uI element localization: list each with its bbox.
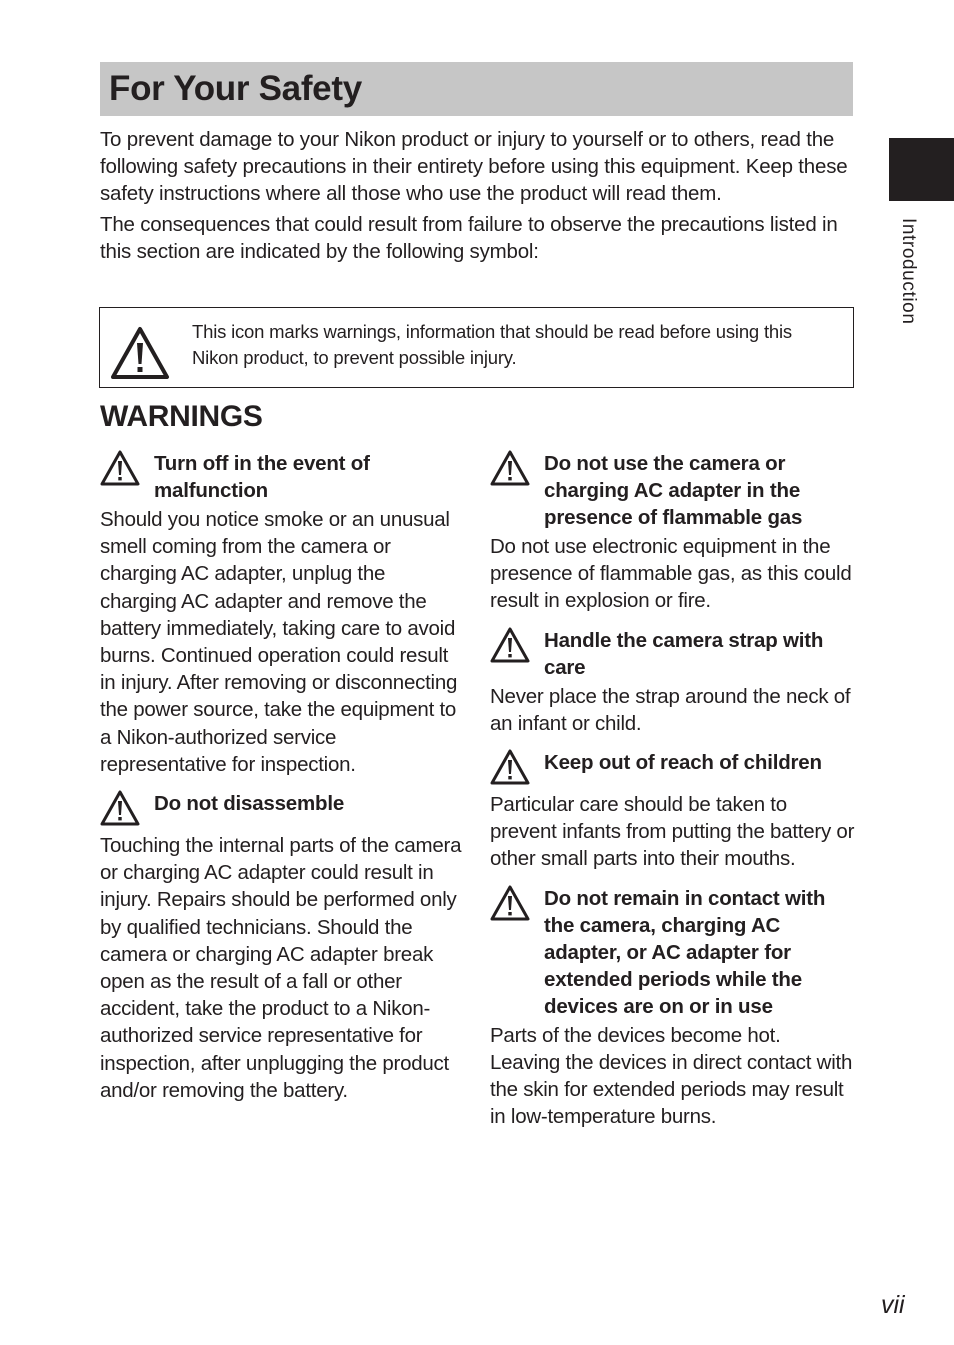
- warnings-heading: WARNINGS: [100, 400, 263, 433]
- warning-item-body: Never place the strap around the neck of an infant or child.: [490, 684, 851, 735]
- warning-item: [490, 749, 856, 873]
- warning-item-body: Particular care should be taken to prevent infants from putting the battery or other small parts into their mouths.: [490, 793, 855, 871]
- warnings-column-right: [490, 450, 856, 1142]
- intro-text: [100, 126, 860, 269]
- warning-item: [100, 790, 466, 1104]
- warning-item-title: Do not disassemble: [154, 792, 345, 816]
- section-tab-marker: [889, 138, 954, 201]
- warning-symbol-note: [99, 307, 854, 388]
- warning-item-title: Handle the camera strap with care: [544, 628, 824, 679]
- warning-item-title: Turn off in the event of malfunction: [154, 452, 370, 502]
- intro-paragraph: To prevent damage to your Nikon product or injury to yourself or to others, read the following safety precautions in their entirety before using this equipment. Keep these safety instructions where all those who use the product will read them.: [100, 128, 848, 205]
- warning-item-header: [100, 450, 466, 504]
- warning-item-body: Should you notice smoke or an unusual smell coming from the camera or charging AC adapter, unplug the charging AC adapter and remove the battery immediately, taking care to avoid burns. Continued operation could result in injury. After removing or disconnecting the power source, take the equipment to a Nikon-authorized service representative for inspection.: [100, 508, 458, 776]
- intro-paragraph: The consequences that could result from failure to observe the precautions listed in this section are indicated by the following symbol:: [100, 213, 838, 263]
- warning-triangle-icon: [490, 450, 530, 486]
- section-tab-label: Introduction: [898, 218, 919, 325]
- warning-item-header: [490, 885, 856, 1020]
- warning-item: [490, 627, 856, 737]
- warning-item: [490, 450, 856, 615]
- warning-triangle-icon: [110, 326, 170, 380]
- warning-triangle-icon: [490, 885, 530, 921]
- warning-item-title: Keep out of reach of children: [544, 751, 822, 775]
- page-title: For Your Safety: [109, 69, 362, 108]
- warning-item: [100, 450, 466, 778]
- warning-triangle-icon: [100, 450, 140, 486]
- warning-item-header: [490, 627, 856, 681]
- warning-item-body: Parts of the devices become hot. Leaving the devices in direct contact with the skin for extended periods may result in low-temperature burns.: [490, 1023, 853, 1129]
- warning-triangle-icon: [490, 627, 530, 663]
- warning-triangle-icon: [100, 790, 140, 826]
- page-title-bar: [100, 62, 853, 116]
- warning-item-title: Do not remain in contact with the camera, charging AC adapter, or AC adapter for extended periods while the devices are on or in use: [544, 886, 826, 1018]
- warning-item-body: Touching the internal parts of the camera or charging AC adapter could result in injury. Repairs should be performed only by qualified technicians. Should the camera or charging AC adapter break open as the result of a fall or other accident, take the product to a Nikon-authorized service representative for inspection, after unplugging the product and/or removing the battery.: [100, 834, 462, 1102]
- warning-triangle-icon: [490, 749, 530, 785]
- note-text: This icon marks warnings, information that should be read before using this Nikon product, to prevent possible injury.: [192, 321, 792, 368]
- warning-item-header: [100, 790, 466, 830]
- warning-item-body: Do not use electronic equipment in the presence of flammable gas, as this could result in explosion or fire.: [490, 535, 852, 613]
- warning-item-header: [490, 450, 856, 531]
- warning-item: [490, 885, 856, 1131]
- warning-item-title: Do not use the camera or charging AC adapter in the presence of flammable gas: [544, 452, 803, 529]
- warnings-column-left: [100, 450, 466, 1116]
- warning-item-header: [490, 749, 856, 789]
- page-number: vii: [881, 1291, 905, 1319]
